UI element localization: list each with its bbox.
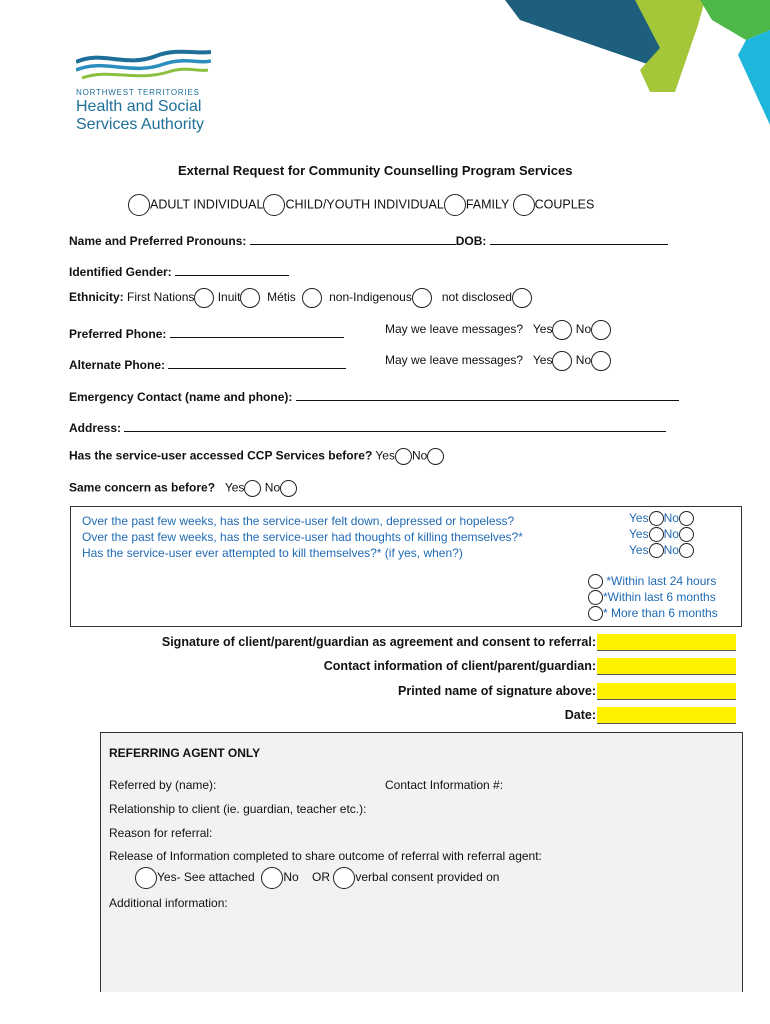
service-type-child-youth: CHILD/YOUTH INDIVIDUAL bbox=[285, 197, 444, 212]
ethnicity-not-disclosed: not disclosed bbox=[441, 290, 512, 305]
timeframe-24-hours bbox=[588, 574, 716, 589]
release-yes-label: Yes- See attached bbox=[157, 870, 255, 885]
preferred-phone-label: Preferred Phone: bbox=[69, 327, 167, 341]
screening-question-2: Over the past few weeks, has the service-user had thoughts of killing themselves?* bbox=[82, 530, 523, 544]
preferred-phone-row bbox=[69, 325, 344, 341]
service-type-couples: COUPLES bbox=[534, 197, 595, 212]
radio-q2-yes[interactable] bbox=[649, 527, 664, 542]
q1-no-label: No bbox=[663, 511, 679, 525]
screening-question-1: Over the past few weeks, has the service-user felt down, depressed or hopeless? bbox=[82, 514, 515, 528]
same-concern-no-label: No bbox=[264, 480, 281, 495]
radio-same-concern-yes[interactable] bbox=[244, 480, 261, 497]
q3-no-label: No bbox=[663, 543, 679, 557]
contact-info-label: Contact information of client/parent/guardian: bbox=[323, 659, 596, 673]
form-title: External Request for Community Counselling Program Services bbox=[178, 163, 573, 178]
ethnicity-first-nations: First Nations bbox=[127, 290, 195, 305]
service-type-family: FAMILY bbox=[465, 197, 510, 212]
radio-alternate-no[interactable] bbox=[591, 351, 611, 371]
release-label: Release of Information completed to share outcome of referral with referral agent: bbox=[109, 849, 542, 863]
name-row bbox=[69, 232, 668, 248]
radio-couples[interactable] bbox=[513, 194, 535, 216]
screening-answers-2 bbox=[629, 527, 694, 542]
radio-q3-yes[interactable] bbox=[649, 543, 664, 558]
timeframe-more-6-months bbox=[588, 606, 718, 621]
radio-24-hours[interactable] bbox=[588, 574, 603, 589]
screening-box bbox=[70, 506, 742, 627]
radio-release-yes[interactable] bbox=[135, 867, 157, 889]
emergency-field[interactable] bbox=[296, 388, 679, 401]
release-options-row bbox=[135, 867, 499, 889]
name-pronouns-label: Name and Preferred Pronouns: bbox=[69, 234, 247, 248]
same-concern-yes-label: Yes bbox=[224, 480, 245, 495]
ethnicity-row bbox=[69, 288, 532, 308]
radio-alternate-yes[interactable] bbox=[552, 351, 572, 371]
date-label: Date: bbox=[564, 708, 596, 722]
accessed-no-label: No bbox=[411, 448, 428, 463]
logo bbox=[76, 48, 216, 143]
radio-not-disclosed[interactable] bbox=[512, 288, 532, 308]
relationship-label[interactable]: Relationship to client (ie. guardian, teacher etc.): bbox=[109, 802, 367, 816]
screening-question-3: Has the service-user ever attempted to kill themselves?* (if yes, when?) bbox=[82, 546, 463, 560]
emergency-row bbox=[69, 388, 679, 404]
radio-first-nations[interactable] bbox=[194, 288, 214, 308]
radio-inuit[interactable] bbox=[240, 288, 260, 308]
radio-q1-no[interactable] bbox=[679, 511, 694, 526]
alternate-phone-row bbox=[69, 356, 346, 372]
radio-q3-no[interactable] bbox=[679, 543, 694, 558]
additional-info-label[interactable]: Additional information: bbox=[109, 896, 228, 910]
radio-preferred-no[interactable] bbox=[591, 320, 611, 340]
logo-org-line: NORTHWEST TERRITORIES bbox=[76, 88, 200, 97]
ethnicity-metis: Métis bbox=[267, 290, 296, 305]
accessed-before-row bbox=[69, 448, 444, 465]
address-row bbox=[69, 419, 666, 435]
screening-answers-1 bbox=[629, 511, 694, 526]
radio-family[interactable] bbox=[444, 194, 466, 216]
radio-q2-no[interactable] bbox=[679, 527, 694, 542]
dob-label: DOB: bbox=[455, 234, 487, 248]
q2-yes-label: Yes bbox=[629, 527, 649, 541]
radio-accessed-no[interactable] bbox=[427, 448, 444, 465]
preferred-phone-field[interactable] bbox=[170, 325, 344, 338]
corner-decoration bbox=[500, 0, 770, 130]
address-label: Address: bbox=[69, 421, 122, 435]
preferred-messages-label: May we leave messages? bbox=[385, 322, 524, 337]
contact-information-label[interactable]: Contact Information #: bbox=[385, 778, 504, 792]
service-type-adult: ADULT INDIVIDUAL bbox=[150, 197, 264, 212]
timeframe-6-months-label: *Within last 6 months bbox=[603, 590, 716, 604]
contact-info-field[interactable] bbox=[597, 658, 736, 675]
ethnicity-non-indigenous: non-Indigenous bbox=[329, 290, 412, 305]
radio-6-months[interactable] bbox=[588, 590, 603, 605]
referring-agent-heading: REFERRING AGENT ONLY bbox=[109, 746, 261, 760]
logo-name-line1: Health and Social bbox=[76, 98, 202, 115]
radio-q1-yes[interactable] bbox=[649, 511, 664, 526]
alternate-no-label: No bbox=[575, 353, 592, 368]
radio-metis[interactable] bbox=[302, 288, 322, 308]
release-no-label: No bbox=[283, 870, 299, 885]
logo-waves-icon bbox=[76, 48, 211, 84]
radio-adult[interactable] bbox=[128, 194, 150, 216]
radio-child-youth[interactable] bbox=[263, 194, 285, 216]
radio-preferred-yes[interactable] bbox=[552, 320, 572, 340]
same-concern-label: Same concern as before? bbox=[69, 480, 216, 495]
reason-label[interactable]: Reason for referral: bbox=[109, 826, 213, 840]
accessed-yes-label: Yes bbox=[375, 448, 395, 463]
preferred-no-label: No bbox=[575, 322, 592, 337]
referring-agent-box bbox=[100, 732, 743, 992]
timeframe-24-hours-label: *Within last 24 hours bbox=[606, 574, 717, 588]
ethnicity-inuit: Inuit bbox=[217, 290, 241, 305]
release-verbal-label: verbal consent provided on bbox=[355, 870, 500, 885]
radio-release-no[interactable] bbox=[261, 867, 283, 889]
ethnicity-label: Ethnicity: bbox=[69, 290, 124, 305]
alternate-yes-label: Yes bbox=[532, 353, 553, 368]
screening-answers-3 bbox=[629, 543, 694, 558]
printed-name-field[interactable] bbox=[597, 683, 736, 700]
q3-yes-label: Yes bbox=[629, 543, 649, 557]
preferred-yes-label: Yes bbox=[532, 322, 553, 337]
timeframe-more-6-months-label: * More than 6 months bbox=[603, 606, 718, 620]
signature-label: Signature of client/parent/guardian as agreement and consent to referral: bbox=[161, 635, 596, 649]
date-field[interactable] bbox=[597, 707, 736, 724]
radio-non-indigenous[interactable] bbox=[412, 288, 432, 308]
name-pronouns-field[interactable] bbox=[250, 232, 456, 245]
signature-field[interactable] bbox=[597, 634, 736, 651]
gender-row bbox=[69, 263, 289, 279]
emergency-label: Emergency Contact (name and phone): bbox=[69, 390, 293, 404]
radio-release-verbal[interactable] bbox=[333, 867, 355, 889]
radio-same-concern-no[interactable] bbox=[280, 480, 297, 497]
release-or-label: OR bbox=[312, 870, 330, 885]
radio-more-6-months[interactable] bbox=[588, 606, 603, 621]
alternate-messages-row bbox=[385, 351, 611, 371]
address-field[interactable] bbox=[124, 419, 666, 432]
preferred-messages-row bbox=[385, 320, 611, 340]
logo-name-line2: Services Authority bbox=[76, 116, 205, 133]
service-type-row bbox=[128, 194, 594, 216]
referred-by-label[interactable]: Referred by (name): bbox=[109, 778, 217, 792]
timeframe-6-months bbox=[588, 590, 716, 605]
dob-field[interactable] bbox=[490, 232, 668, 245]
alternate-phone-label: Alternate Phone: bbox=[69, 358, 166, 372]
gender-label: Identified Gender: bbox=[69, 265, 172, 279]
same-concern-row bbox=[69, 480, 297, 497]
accessed-before-label: Has the service-user accessed CCP Services before? bbox=[69, 448, 373, 463]
q2-no-label: No bbox=[663, 527, 679, 541]
printed-name-label: Printed name of signature above: bbox=[398, 684, 596, 698]
alternate-messages-label: May we leave messages? bbox=[385, 353, 524, 368]
q1-yes-label: Yes bbox=[629, 511, 649, 525]
radio-accessed-yes[interactable] bbox=[395, 448, 412, 465]
alternate-phone-field[interactable] bbox=[168, 356, 346, 369]
gender-field[interactable] bbox=[175, 263, 289, 276]
